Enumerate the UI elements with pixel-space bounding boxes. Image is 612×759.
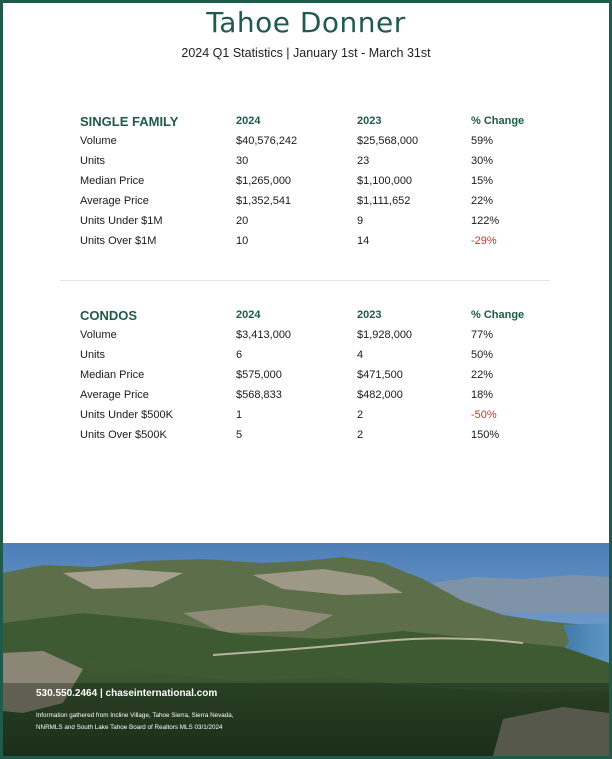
value-change: 50% [471, 349, 494, 361]
row-label: Median Price [80, 369, 145, 381]
value-2023: 2 [357, 429, 364, 441]
column-header: 2024 [236, 309, 261, 321]
table-row [80, 215, 560, 235]
row-label: Units [80, 349, 106, 361]
row-label: Units Over $1M [80, 235, 157, 247]
value-2024: $1,265,000 [236, 175, 292, 187]
table-row [80, 329, 560, 349]
value-2024: $3,413,000 [236, 329, 292, 341]
row-label: Average Price [80, 195, 149, 207]
value-change: 77% [471, 329, 494, 341]
column-header: 2023 [357, 115, 382, 127]
value-change: 30% [471, 155, 494, 167]
page-title: Tahoe Donner [206, 6, 406, 39]
source-line: Information gathered from Incline Village, Tahoe Sierra, Sierra Nevada, [36, 712, 234, 719]
value-change: 59% [471, 135, 494, 147]
row-label: Units Under $500K [80, 409, 173, 421]
value-2024: 10 [236, 235, 249, 247]
table-row [80, 195, 560, 215]
column-header: % Change [471, 309, 525, 321]
value-change-negative: -50% [471, 409, 497, 421]
section-divider [60, 280, 550, 281]
value-2023: 14 [357, 235, 370, 247]
value-2023: 9 [357, 215, 364, 227]
value-2023: 23 [357, 155, 370, 167]
row-label: Volume [80, 329, 117, 341]
single-family-table [80, 115, 560, 255]
value-2023: $1,100,000 [357, 175, 413, 187]
section-heading: CONDOS [80, 308, 138, 323]
column-header: % Change [471, 115, 525, 127]
value-change: 150% [471, 429, 500, 441]
condos-table [80, 309, 560, 449]
value-2023: $1,111,652 [357, 195, 411, 207]
table-header [80, 115, 560, 135]
row-label: Median Price [80, 175, 145, 187]
value-2023: $471,500 [357, 369, 403, 381]
value-2024: $568,833 [236, 389, 282, 401]
value-2023: $25,568,000 [357, 135, 419, 147]
table-row [80, 409, 560, 429]
value-2023: $482,000 [357, 389, 403, 401]
value-2024: 30 [236, 155, 249, 167]
table-row [80, 235, 560, 255]
table-row [80, 155, 560, 175]
row-label: Units Under $1M [80, 215, 163, 227]
value-change: 15% [471, 175, 494, 187]
row-label: Average Price [80, 389, 149, 401]
column-header: 2023 [357, 309, 382, 321]
value-change: 122% [471, 215, 500, 227]
row-label: Units Over $500K [80, 429, 167, 441]
table-row [80, 369, 560, 389]
value-2023: $1,928,000 [357, 329, 413, 341]
value-change: 18% [471, 389, 494, 401]
value-change-negative: -29% [471, 235, 497, 247]
source-line: NNRMLS and South Lake Tahoe Board of Realtors MLS 03/1/2024 [36, 724, 223, 731]
value-2024: $575,000 [236, 369, 282, 381]
table-row [80, 349, 560, 369]
value-change: 22% [471, 369, 494, 381]
table-header [80, 309, 560, 329]
value-change: 22% [471, 195, 494, 207]
table-row [80, 429, 560, 449]
value-2024: 6 [236, 349, 243, 361]
table-row [80, 175, 560, 195]
table-row [80, 135, 560, 155]
column-header: 2024 [236, 115, 261, 127]
value-2024: 5 [236, 429, 243, 441]
source-note [36, 710, 276, 734]
value-2024: $40,576,242 [236, 135, 298, 147]
value-2024: $1,352,541 [236, 195, 292, 207]
value-2024: 1 [236, 409, 243, 421]
contact-info: 530.550.2464 | chaseinternational.com [36, 688, 218, 699]
table-row [80, 389, 560, 409]
section-heading: SINGLE FAMILY [80, 114, 179, 129]
row-label: Units [80, 155, 106, 167]
value-2023: 2 [357, 409, 364, 421]
page-subtitle: 2024 Q1 Statistics | January 1st - March 31st [181, 46, 431, 60]
value-2023: 4 [357, 349, 364, 361]
value-2024: 20 [236, 215, 249, 227]
row-label: Volume [80, 135, 117, 147]
